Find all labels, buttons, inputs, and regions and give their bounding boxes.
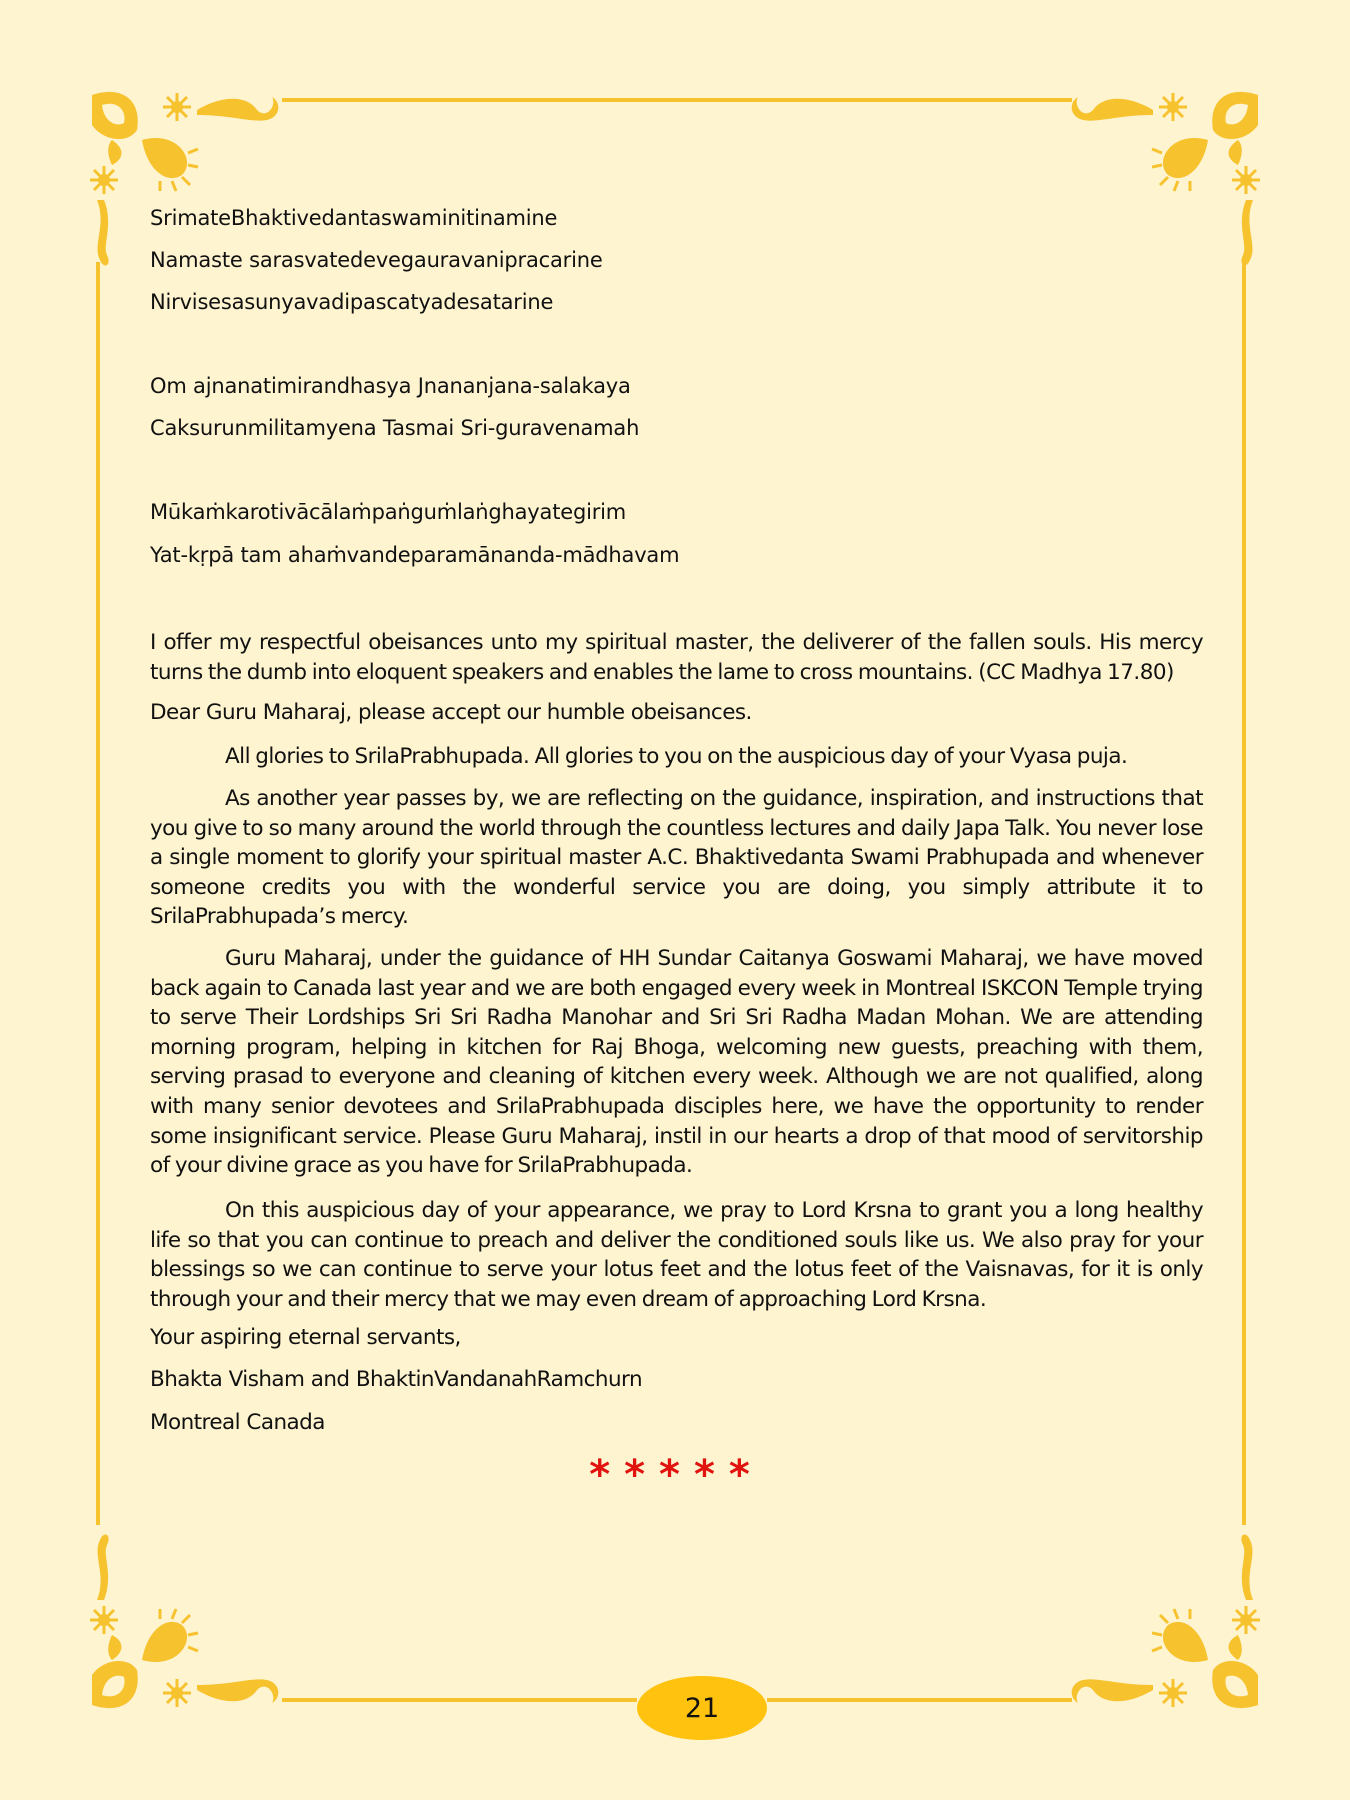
signature: Bhakta Visham and BhaktinVandanahRamchurn: [150, 1367, 643, 1392]
verse-line: Mūkaṁkarotivācālaṁpaṅguṁlaṅghayategirim: [150, 500, 627, 524]
border-bottom-line-left: [282, 1698, 637, 1702]
paragraph: As another year passes by, we are reflecting on the guidance, inspiration, and instructions that you give to so many around the world through the countless lectures and daily Japa Talk. You never lose a single moment to glorify your spiritual master A.C. Bhaktivedanta Swami Prabhupada and whenever someone credits you with the wonderful service you are doing, you simply attribute it to SrilaPrabhupada’s mercy.: [150, 786, 1203, 930]
verse-translation: I offer my respectful obeisances unto my spiritual master, the deliverer of the fallen souls. His mercy turns the dumb into eloquent speakers and enables the lame to cross mountains. (CC Madhya 17.80): [150, 630, 1203, 685]
corner-ornament-bottom-left-icon: [82, 1525, 282, 1715]
section-divider-stars: *****: [589, 1452, 764, 1498]
border-bottom-line-right: [767, 1698, 1072, 1702]
verse-line: Caksurunmilitamyena Tasmai Sri-guravenamah: [150, 416, 640, 440]
border-top-line: [282, 98, 1072, 102]
closing: Your aspiring eternal servants,: [150, 1325, 461, 1350]
corner-ornament-top-right-icon: [1068, 85, 1268, 275]
verse-line: Namaste sarasvatedevegauravanipracarine: [150, 248, 603, 272]
salutation: Dear Guru Maharaj, please accept our humble obeisances.: [150, 700, 752, 725]
verse-line: Om ajnanatimirandhasya Jnananjana-salakaya: [150, 374, 631, 398]
page-number-badge: [637, 1676, 767, 1740]
paragraph: All glories to SrilaPrabhupada. All glories to you on the auspicious day of your Vyasa puja.: [225, 744, 1128, 769]
page-number: 21: [684, 1692, 720, 1724]
paragraph: On this auspicious day of your appearance, we pray to Lord Krsna to grant you a long healthy life so that you can continue to preach and deliver the conditioned souls like us. We also pray for your blessings so we can continue to serve your lotus feet and the lotus feet of the Vaisnavas, for it is only through your and their mercy that we may even dream of approaching Lord Krsna.: [150, 1198, 1203, 1312]
verse-line: Yat-kṛpā tam ahaṁvandeparamānanda-mādhavam: [150, 543, 680, 567]
border-right-line: [1242, 262, 1246, 1525]
paragraph: Guru Maharaj, under the guidance of HH Sundar Caitanya Goswami Maharaj, we have moved back again to Canada last year and we are both engaged every week in Montreal ISKCON Temple trying to serve Their Lordships Sri Sri Radha Manohar and Sri Sri Radha Madan Mohan. We are attending morning program, helping in kitchen for Raj Bhoga, welcoming new guests, preaching with them, serving prasad to everyone and cleaning of kitchen every week. Although we are not qualified, along with many senior devotees and SrilaPrabhupada disciples here, we have the opportunity to render some insignificant service. Please Guru Maharaj, instil in our hearts a drop of that mood of servitorship of your divine grace as you have for SrilaPrabhupada.: [150, 946, 1203, 1179]
corner-ornament-top-left-icon: [82, 85, 282, 275]
corner-ornament-bottom-right-icon: [1068, 1525, 1268, 1715]
verse-line: SrimateBhaktivedantaswaminitinamine: [150, 206, 558, 230]
border-left-line: [96, 262, 100, 1525]
verse-line: Nirvisesasunyavadipascatyadesatarine: [150, 290, 554, 314]
location: Montreal Canada: [150, 1410, 325, 1435]
